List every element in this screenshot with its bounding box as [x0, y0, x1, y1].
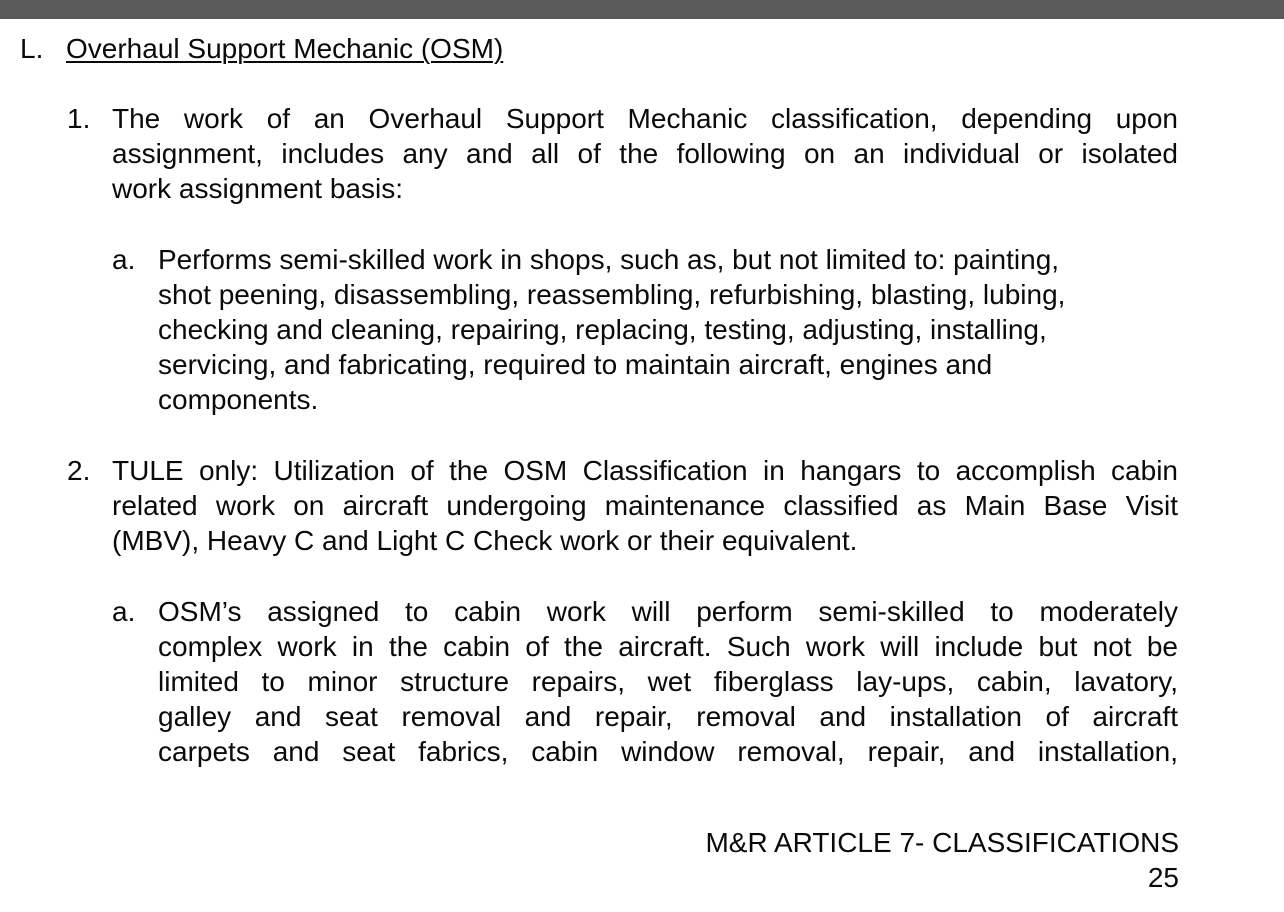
footer-article-title: M&R ARTICLE 7- CLASSIFICATIONS	[705, 827, 1179, 858]
item-1-line-3: work assignment basis:	[112, 173, 404, 204]
item-2a-line-3: limited to minor structure repairs, wet fiberglass lay-ups, cabin, lavatory,	[158, 666, 1178, 697]
item-2a-letter: a.	[112, 596, 136, 627]
section-title: Overhaul Support Mechanic (OSM)	[66, 33, 504, 64]
item-2-text	[112, 453, 1178, 558]
item-2a-line-2: complex work in the cabin of the aircraft. Such work will include but not be	[158, 631, 1178, 662]
item-2a-text	[158, 594, 1178, 769]
item-2-number: 2.	[67, 455, 91, 486]
item-2a-line-5: carpets and seat fabrics, cabin window removal, repair, and installation,	[158, 736, 1178, 767]
item-1a-letter: a.	[112, 244, 136, 275]
item-1a-line-5: components.	[158, 384, 319, 415]
footer-page-number: 25	[1147, 862, 1179, 893]
item-2-line-1: TULE only: Utilization of the OSM Classification in hangars to accomplish cabin	[112, 455, 1178, 486]
item-1-number: 1.	[67, 103, 91, 134]
top-bar	[0, 0, 1284, 19]
item-1a-line-1: Performs semi-skilled work in shops, such as, but not limited to: painting,	[158, 244, 1060, 275]
item-1a-line-2: shot peening, disassembling, reassembling, refurbishing, blasting, lubing,	[158, 279, 1066, 310]
item-1a-text	[158, 242, 1178, 417]
item-2-line-2: related work on aircraft undergoing maintenance classified as Main Base Visit	[112, 490, 1178, 521]
item-2a-line-1: OSM’s assigned to cabin work will perform semi-skilled to moderately	[158, 596, 1178, 627]
item-1-text	[112, 101, 1178, 206]
item-2a-line-4: galley and seat removal and repair, removal and installation of aircraft	[158, 701, 1178, 732]
item-2-line-3: (MBV), Heavy C and Light C Check work or their equivalent.	[112, 525, 858, 556]
section-heading	[20, 31, 503, 67]
section-letter: L.	[20, 33, 44, 64]
item-1-line-1: The work of an Overhaul Support Mechanic classification, depending upon	[112, 103, 1178, 134]
item-1a-line-4: servicing, and fabricating, required to maintain aircraft, engines and	[158, 349, 993, 380]
item-1-line-2: assignment, includes any and all of the following on an individual or isolated	[112, 138, 1178, 169]
item-1a-line-3: checking and cleaning, repairing, replacing, testing, adjusting, installing,	[158, 314, 1047, 345]
